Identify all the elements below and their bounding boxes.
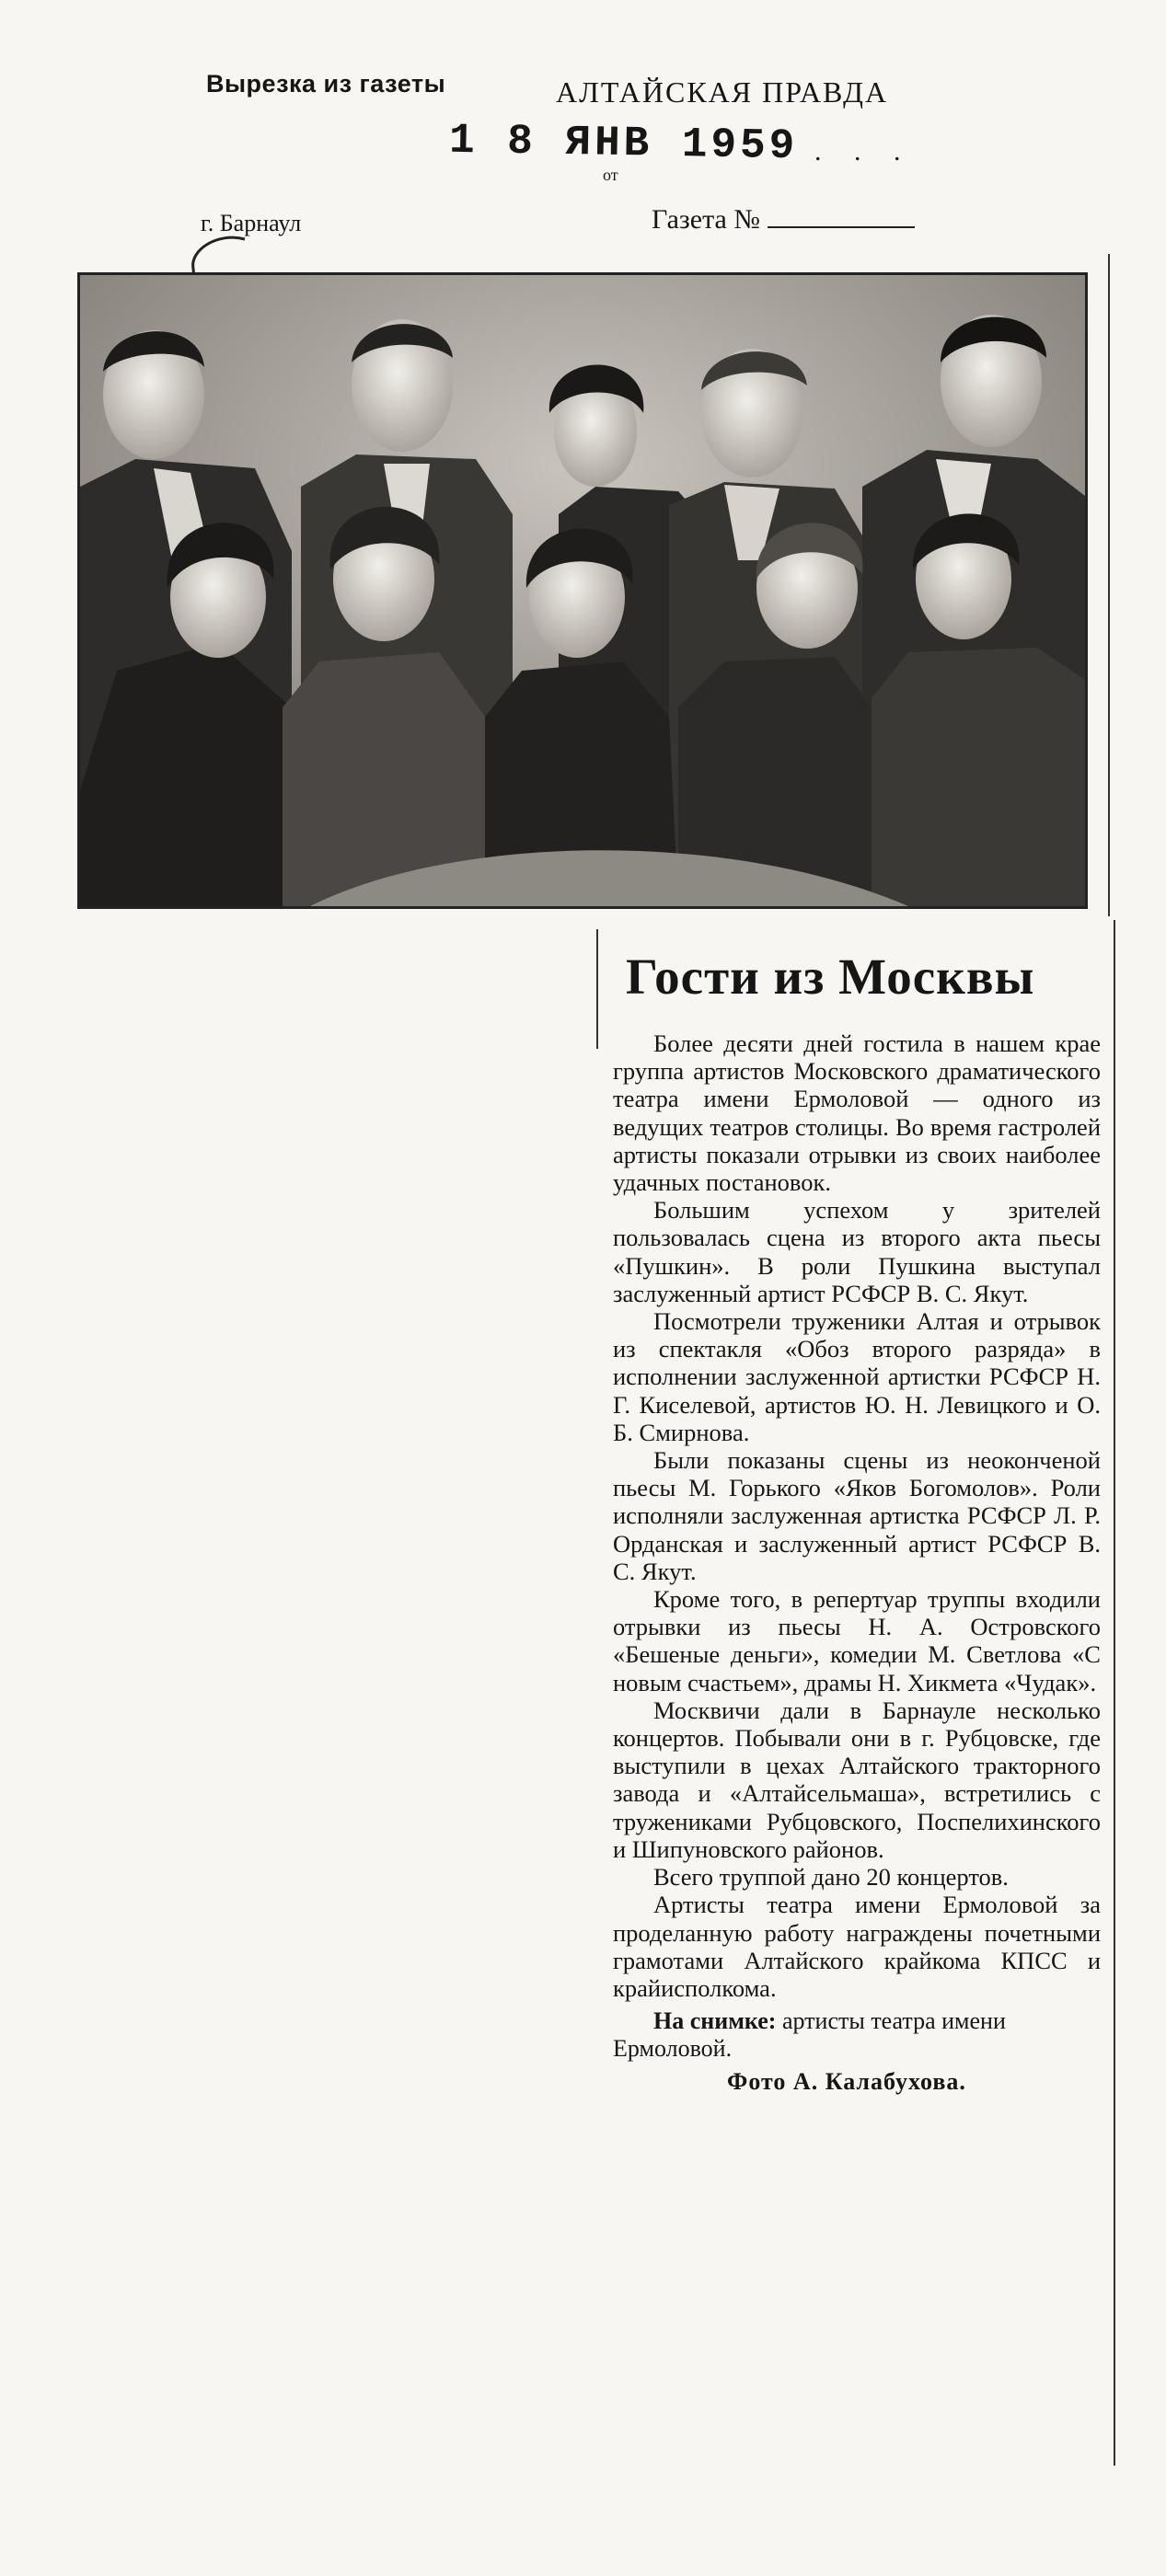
date-stamp: 1 8 ЯНВ 1959	[448, 116, 799, 171]
article-paragraph: Посмотрели труженики Алтая и отрывок из спектакля «Обоз второго разряда» в исполнении заслуженной артистки РСФСР Н. Г. Киселевой, артистов Ю. Н. Левицкого и О. Б. Смирнова.	[613, 1307, 1101, 1446]
date-dots: . . .	[814, 136, 914, 167]
gazeta-label-text: Газета №	[652, 204, 760, 235]
city-label: г. Барнаул	[201, 210, 302, 236]
article-headline: Гости из Москвы	[626, 949, 1035, 1005]
column-rule	[1108, 254, 1110, 916]
article-paragraph: Кроме того, в репертуар труппы входили отрывки из пьесы Н. А. Островского «Бешеные деньги», комедии М. Светлова «С новым счастьем», драмы Н. Хикмета «Чудак».	[613, 1585, 1101, 1696]
article-paragraph: Всего труппой дано 20 концертов.	[653, 1863, 1009, 1892]
clip-label: Вырезка из газеты	[206, 70, 446, 98]
newspaper-name: АЛТАЙСКАЯ ПРАВДА	[556, 75, 889, 109]
photo-scene	[80, 275, 1085, 906]
headline-rule	[596, 929, 598, 1049]
group-portrait-photo	[77, 272, 1088, 909]
article-paragraph: Более десяти дней гостила в нашем крае группа артистов Московского драматического театра имени Ермоловой — одного из ведущих театров столицы. Во время гастролей артисты показали отрывки из своих наиболее удачных постановок.	[613, 1029, 1101, 1197]
photo-credit: Фото А. Калабухова.	[727, 2068, 966, 2096]
article-paragraph: Артисты театра имени Ермоловой за проделанную работу награждены почетными грамотами Алтайского крайкома КПСС и крайисполкома.	[613, 1891, 1101, 2002]
gazeta-number-line	[768, 217, 915, 228]
article	[613, 948, 1101, 2096]
article-paragraph: Были показаны сцены из неоконченой пьесы М. Горького «Яков Богомолов». Роли исполняли заслуженная артистка РСФСР Л. Р. Орданская и заслуженный артист РСФСР В. С. Якут.	[613, 1446, 1101, 1585]
article-paragraph: Москвичи дали в Барнауле несколько концертов. Побывали они в г. Рубцовске, где выступили в цехах Алтайского тракторного завода и «Алтайсельмаша», встретились с тружениками Рубцовского, Поспелихинского и Шипуновского районов.	[613, 1696, 1101, 1863]
ot-label: от	[603, 166, 618, 184]
caption-label: На снимке:	[653, 2007, 777, 2035]
caption-text: артисты театра имени Ермоловой.	[613, 2007, 1006, 2063]
column-rule-lower	[1114, 920, 1115, 2466]
article-paragraph: Большим успехом у зрителей пользовалась сцена из второго акта пьесы «Пушкин». В роли Пушкина выступал заслуженный артист РСФСР В. С. Якут.	[613, 1196, 1101, 1307]
gazeta-number-label	[652, 204, 915, 236]
photo-caption	[613, 2007, 1101, 2063]
